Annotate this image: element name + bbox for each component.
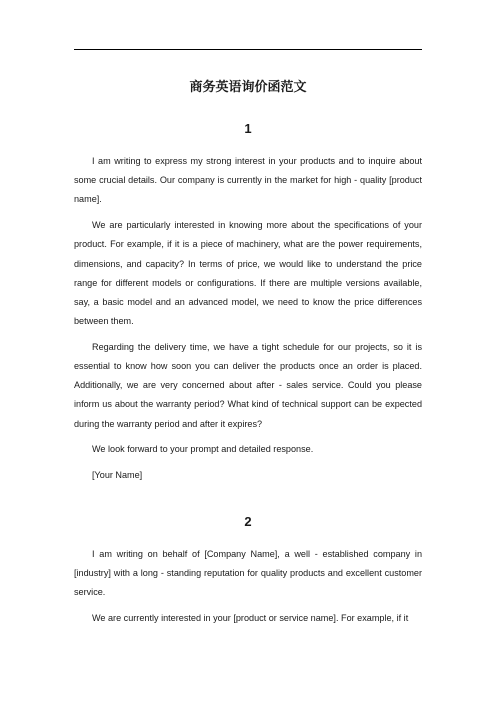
section-number-1: 1 <box>244 121 252 136</box>
signature-placeholder: [Your Name] <box>92 470 143 481</box>
section-2-paragraph: I am writing on behalf of [Company Name], a well - established company in [industry] with a long - standing reputation for quality products and excellent customer service. <box>74 549 422 598</box>
section-1-paragraph: We are particularly interested in knowing more about the specifications of your product. For example, if it is a piece of machinery, what are the power requirements, dimensions, and capacity? In terms of price, we would like to understand the price range for different models or configurations. If there are multiple versions available, say, a basic model and an advanced model, we need to know the price differences between them. <box>74 220 422 327</box>
header-rule <box>74 49 422 50</box>
section-number-2: 2 <box>244 514 252 529</box>
section-1-paragraph: I am writing to express my strong interest in your products and to inquire about some crucial details. Our company is currently in the market for high - quality [product name]. <box>74 156 422 205</box>
section-1-paragraph: We look forward to your prompt and detailed response. <box>92 444 314 455</box>
section-1-paragraph: Regarding the delivery time, we have a tight schedule for our projects, so it is essential to know how soon you can deliver the products once an order is placed. Additionally, we are very concerned about after - sales service. Could you please inform us about the warranty period? What kind of technical support can be expected during the warranty period and after it expires? <box>74 341 422 429</box>
section-2-body <box>74 545 422 635</box>
section-2-paragraph: We are currently interested in your [product or service name]. For example, if it <box>92 613 409 624</box>
document-title: 商务英语询价函范文 <box>189 80 307 95</box>
section-1-body <box>74 152 422 492</box>
